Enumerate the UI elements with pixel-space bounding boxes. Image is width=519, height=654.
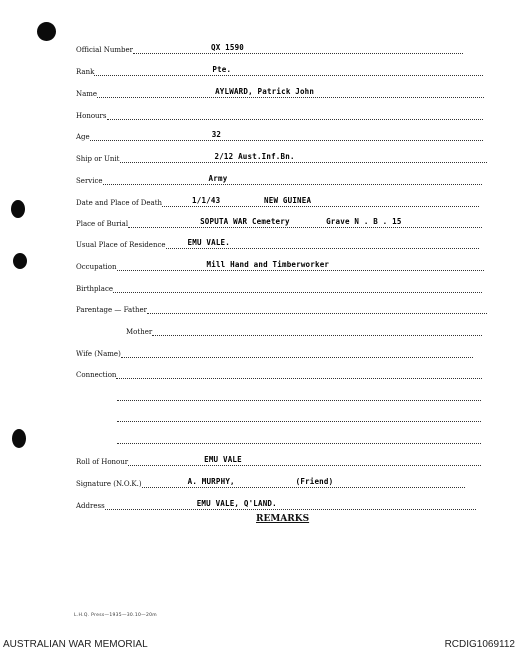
rank-value: Pte. bbox=[212, 65, 232, 74]
occupation-row bbox=[76, 257, 484, 271]
signature-label: Signature (N.O.K.) bbox=[76, 480, 142, 488]
signature-relation: (Friend) bbox=[295, 477, 334, 486]
address-row bbox=[76, 496, 476, 510]
residence-value: EMU VALE. bbox=[187, 238, 230, 247]
death-place-value: NEW GUINEA bbox=[264, 196, 312, 205]
official-number-value: QX 1590 bbox=[211, 43, 245, 52]
address-label: Address bbox=[76, 502, 105, 510]
burial-grave-value: Grave N . B . 15 bbox=[326, 217, 402, 226]
burial-label: Place of Burial bbox=[76, 220, 129, 228]
death-row bbox=[76, 193, 479, 207]
connection-line-2 bbox=[117, 387, 481, 401]
footer-record-id: RCDIG1069112 bbox=[444, 639, 515, 650]
honours-row bbox=[76, 106, 483, 120]
mother-row bbox=[126, 322, 482, 336]
printer-imprint: L.H.Q. Press—1935—30.10—20m bbox=[74, 613, 157, 618]
roll-of-honour-row bbox=[76, 452, 481, 466]
service-label: Service bbox=[76, 177, 103, 185]
connection-label: Connection bbox=[76, 371, 117, 379]
punch-hole-middle bbox=[13, 253, 27, 269]
name-row bbox=[76, 84, 484, 98]
footer-archive-name: AUSTRALIAN WAR MEMORIAL bbox=[3, 639, 148, 650]
service-row bbox=[76, 171, 482, 185]
wife-label: Wife (Name) bbox=[76, 350, 121, 358]
mother-label: Mother bbox=[126, 328, 153, 336]
punch-hole-top bbox=[37, 22, 56, 41]
service-value: Army bbox=[208, 174, 228, 183]
ship-or-unit-row bbox=[76, 149, 487, 163]
punch-hole-lower bbox=[12, 429, 26, 448]
punch-hole-upper-middle bbox=[11, 200, 25, 218]
residence-label: Usual Place of Residence bbox=[76, 241, 166, 249]
connection-row bbox=[76, 365, 482, 379]
age-value: 32 bbox=[211, 130, 222, 139]
official-number-label: Official Number bbox=[76, 46, 133, 54]
age-row bbox=[76, 127, 483, 141]
burial-cemetery-value: SOPUTA WAR Cemetery bbox=[200, 217, 290, 226]
father-label: Parentage — Father bbox=[76, 306, 147, 314]
official-number-row bbox=[76, 40, 463, 54]
birthplace-label: Birthplace bbox=[76, 285, 114, 293]
ship-or-unit-value: 2/12 Aust.Inf.Bn. bbox=[214, 152, 295, 161]
residence-row bbox=[76, 235, 479, 249]
ship-or-unit-label: Ship or Unit bbox=[76, 155, 120, 163]
remarks-heading: REMARKS bbox=[256, 514, 310, 524]
roll-of-honour-label: Roll of Honour bbox=[76, 458, 129, 466]
occupation-label: Occupation bbox=[76, 263, 117, 271]
age-label: Age bbox=[76, 133, 90, 141]
occupation-value: Mill Hand and Timberworker bbox=[206, 260, 330, 269]
rank-row bbox=[76, 62, 483, 76]
death-label: Date and Place of Death bbox=[76, 199, 163, 207]
connection-line-4 bbox=[117, 430, 481, 444]
wife-row bbox=[76, 344, 473, 358]
connection-line-3 bbox=[117, 408, 481, 422]
roll-of-honour-value: EMU VALE bbox=[204, 455, 242, 464]
address-value: EMU VALE, Q'LAND. bbox=[196, 499, 277, 508]
signature-value: A. MURPHY, bbox=[187, 477, 235, 486]
signature-row bbox=[76, 474, 465, 488]
birthplace-row bbox=[76, 279, 482, 293]
burial-row bbox=[76, 214, 482, 228]
name-label: Name bbox=[76, 90, 98, 98]
father-row bbox=[76, 300, 487, 314]
rank-label: Rank bbox=[76, 68, 95, 76]
name-value: AYLWARD, Patrick John bbox=[215, 87, 315, 96]
death-date-value: 1/1/43 bbox=[192, 196, 221, 205]
honours-label: Honours bbox=[76, 112, 107, 120]
